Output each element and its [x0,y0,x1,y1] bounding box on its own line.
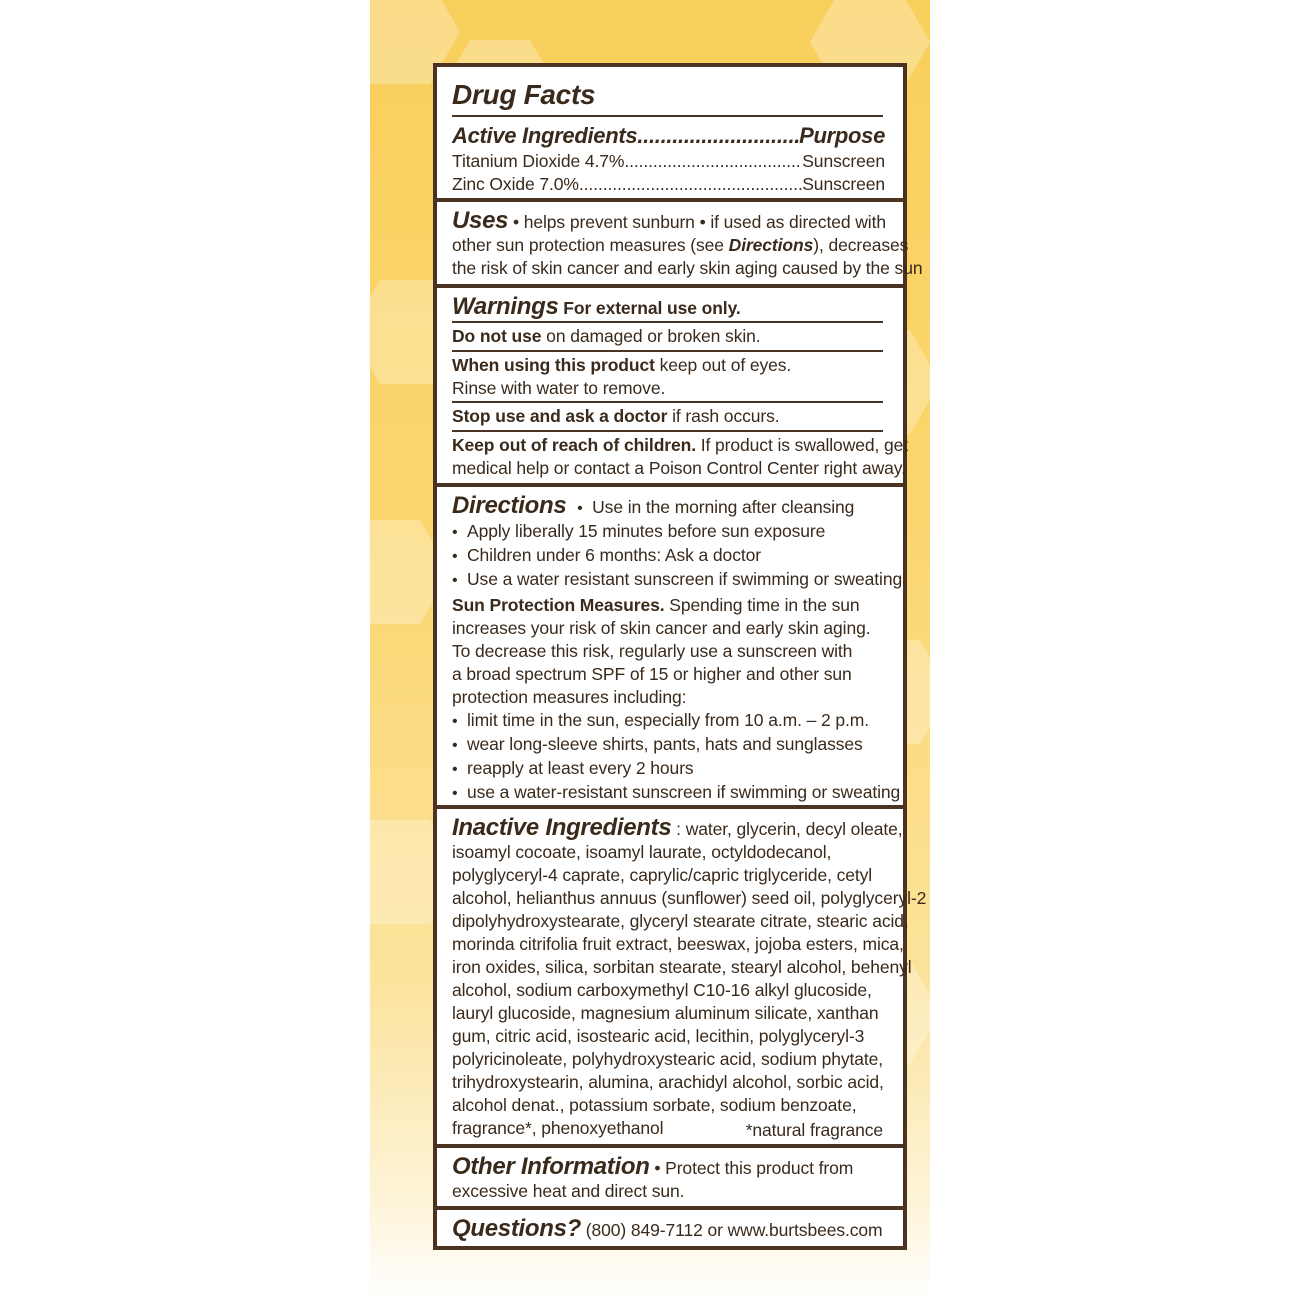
drug-facts-label [433,63,927,1250]
warning-keep-out: Keep out of reach of children. If product is swallowed, get medical help or contact a Poison Control Center right away. [452,435,909,478]
questions-heading: Questions? [452,1215,582,1242]
warnings-heading-row: Warnings For external use only. [452,293,741,320]
warnings-heading: Warnings [452,293,559,320]
questions-section [452,1217,883,1242]
active-ingredient-row: Zinc Oxide 7.0% ..... Sunscreen [452,173,885,196]
directions-heading: Directions [452,492,567,519]
active-ingredients-header: Active Ingredients ..... Purpose [452,123,885,149]
directions-section: Directions • Use in the morning after cleansing • Apply liberally 15 minutes before sun exposure • Children under 6 months: Ask a doctor • Use a water resistant sunscreen if swimming or sweating [452,494,902,592]
active-ingredient-row: Titanium Dioxide 4.7% ..... Sunscreen [452,150,885,173]
uses-section: Uses • helps prevent sunburn • if used as directed with other sun protection measures (see Directions), decreases the risk of skin cancer and early skin aging caused by the sun [452,207,923,278]
inactive-ingredients-heading: Inactive Ingredients [452,814,672,841]
other-information-heading: Other Information [452,1153,650,1180]
uses-heading: Uses [452,207,509,234]
other-information-section: Other Information • Protect this product from excessive heat and direct sun. [452,1153,854,1201]
inactive-ingredients-section: Inactive Ingredients : water, glycerin, decyl oleate, isoamyl cocoate, isoamyl laurate, octyldodecanol, polyglyceryl-4 caprate, caprylic/capric triglyceride, cetyl alcohol, helianthus annuus (sunflower) seed oil, polyglyceryl-2 dipolyhydroxystearate, glyceryl stearate citrate, stearic acid, morinda citrifolia fruit extract, beeswax, jojoba esters, mica, iron oxides, silica, sorbitan stearate, stearyl alcohol, behenyl alcohol, sodium carboxymethyl C10-16 alkyl glucoside, lauryl glucoside, magnesium aluminum silicate, xanthan gum, citric acid, isostearic acid, lecithin, polyglyceryl-3 polyricinoleate, polyhydroxystearic acid, sodium phytate, trihydroxystearin, alumina, arachidyl alcohol, sorbic acid, alcohol denat., potassium sorbate, sodium benzoate, fragrance*, phenoxyethanol [452,814,927,1138]
natural-fragrance-footnote: *natural fragrance [745,1120,883,1140]
drug-facts-title: Drug Facts [452,79,596,110]
contact-info: (800) 849-7112 or www.burtsbees.com [581,1220,883,1240]
warning-do-not-use: Do not use on damaged or broken skin. [452,326,761,346]
sun-protection-measures: Sun Protection Measures. Spending time in the sun increases your risk of skin cancer and early skin aging. To decrease this risk, regularly use a sunscreen with a broad spectrum SPF of 15 or higher and other sun protection measures including: • limit time in the sun, especially from 10 a.m. – 2 p.m. • wear long-sleeve shirts, pants, hats and sunglasses • reapply at least every 2 hours • use a water-resistant sunscreen if swimming or sweating [452,594,900,805]
warning-stop-use: Stop use and ask a doctor if rash occurs. [452,406,780,426]
warning-when-using: When using this product keep out of eyes. Rinse with water to remove. [452,355,792,398]
